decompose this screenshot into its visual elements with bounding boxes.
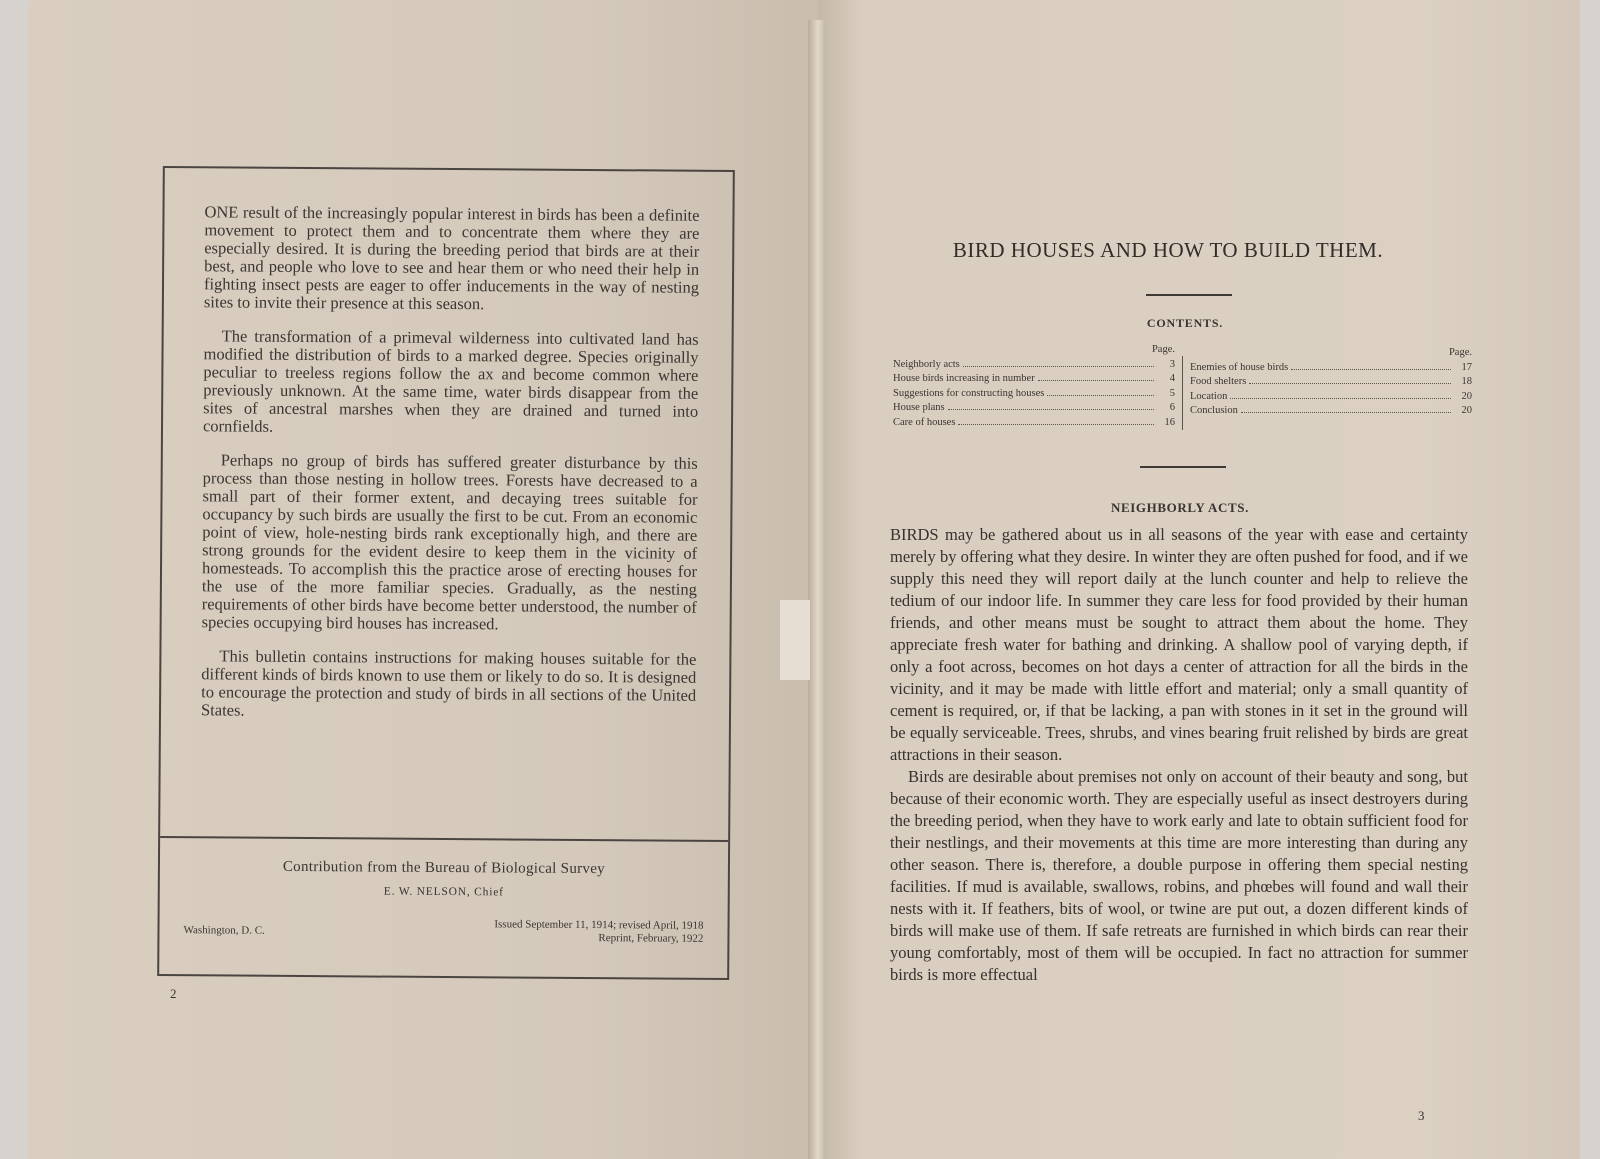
book-spine	[808, 20, 826, 1159]
contents-entry	[1190, 390, 1472, 405]
box-divider	[160, 836, 728, 842]
body-text	[890, 524, 1468, 986]
contents-entry-page: 4	[1169, 373, 1175, 384]
notice-paragraph: The transformation of a primeval wilderness into cultivated land has modified the distribution of birds to a marked degree. Species originally peculiar to treeless regions follow the ax and become common where previously unknown. At the same time, water birds disappear from the sites of ancestral marshes when they are drained and turned into cornfields.	[202, 326, 699, 436]
contents-entry-label: House birds increasing in number	[893, 373, 1035, 384]
contents-entry-page: 17	[1461, 361, 1472, 373]
contents-entry-page: 6	[1169, 402, 1175, 413]
contents-entry-page: 20	[1461, 405, 1472, 416]
contents-entry-label: Conclusion	[1190, 405, 1238, 416]
notice-paragraph: ONE result of the increasingly popular interest in birds has been a definite movement to protect them and to concentrate them where they are especially desired. It is during the breeding period that birds are at their best, and people who love to see and hear them or who need their help in fighting insect pests are eager to offer inducements in the way of nesting sites to invite their presence at this season.	[203, 202, 700, 314]
page-column-label: Page.	[1151, 344, 1175, 355]
document-title: BIRD HOUSES AND HOW TO BUILD THEM.	[952, 238, 1384, 262]
contents-entry-label: Suggestions for constructing houses	[893, 387, 1045, 399]
page-tear	[780, 600, 810, 680]
section-heading: NEIGHBORLY ACTS.	[1111, 500, 1249, 515]
page-number-right: 3	[1418, 1108, 1425, 1123]
issued-date: Issued September 11, 1914; revised April, 1918	[494, 918, 704, 932]
contents-entry-label: Enemies of house birds	[1190, 361, 1289, 373]
place-line: Washington, D. C.	[183, 924, 265, 937]
contribution-line: Contribution from the Bureau of Biological Survey	[282, 858, 606, 878]
section-rule	[1140, 466, 1226, 468]
contents-column-left	[893, 343, 1175, 430]
contents-entry	[893, 358, 1175, 373]
contents-entry-page: 5	[1169, 387, 1175, 399]
contents-entry-page: 20	[1461, 390, 1472, 402]
contents-entry	[893, 401, 1175, 416]
contents-entry-label: Care of houses	[893, 416, 956, 428]
notice-text	[201, 203, 700, 738]
contents-column-right	[1190, 346, 1472, 419]
notice-paragraph: This bulletin contains instructions for making houses suitable for the different kinds of birds known to use them or likely to do so. It is designed to encourage the protection and study of birds in all sections of the United States.	[200, 646, 697, 720]
contents-entry	[1190, 361, 1472, 376]
issued-line	[494, 918, 703, 945]
contents-entry-label: Neighborly acts	[893, 358, 960, 370]
page-number-left: 2	[170, 986, 177, 1001]
body-paragraph: BIRDS may be gathered about us in all seasons of the year with ease and certainty merely by offering what they desire. In winter they are often pushed for food, and if we supply this need they will report daily at the lunch counter and help to relieve the tedium of our indoor life. In summer they care less for food provided by their human friends, and other means must be sought to attract them about the home. They appreciate fresh water for bathing and drinking. A shallow pool of varying depth, if only a foot across, becomes on hot days a center of attraction for all the birds in the vicinity, and it may be made with little effort and material; only a small quantity of cement is required, or, if that be lacking, a pan with stones in it set in the ground will be equally serviceable. Trees, shrubs, and vines bearing fruit relished by birds are great attractions in their season.	[890, 525, 1468, 764]
contents-entry	[1190, 404, 1472, 419]
notice-paragraph: Perhaps no group of birds has suffered greater disturbance by this process than those nesting in hollow trees. Forests have decreased to a small part of their former extent, and decaying trees suitable for occupancy by such birds are usually the first to be cut. From an economic point of view, hole-nesting birds rank exceptionally high, and there are strong grounds for the evident desire to keep them in the vicinity of homesteads. To accomplish this the practice arose of erecting houses for the use of the more familiar species. Gradually, as the nesting requirements of other birds have become better understood, the number of species occupying bird houses has increased.	[201, 450, 698, 634]
contents-heading: CONTENTS.	[1146, 316, 1224, 330]
contents-entry-page: 16	[1164, 416, 1175, 428]
contents-entry-page: 18	[1461, 376, 1472, 387]
reprint-date: Reprint, February, 1922	[598, 932, 704, 945]
contents-entry-label: House plans	[893, 402, 945, 413]
contents-entry	[893, 387, 1175, 402]
contents-entry-page: 3	[1169, 358, 1175, 370]
page-column-label: Page.	[1448, 347, 1472, 358]
title-rule	[1146, 294, 1232, 296]
contents-entry	[1190, 375, 1472, 390]
chief-line: E. W. NELSON, Chief	[383, 885, 504, 899]
contents-entry-label: Food shelters	[1190, 376, 1247, 387]
bulletin-notice-box	[157, 166, 735, 980]
contents-entry	[893, 372, 1175, 387]
contents-divider	[1182, 356, 1183, 430]
contents-entry-label: Location	[1190, 390, 1228, 402]
contents-entry	[893, 416, 1175, 431]
body-paragraph: Birds are desirable about premises not only on account of their beauty and song, but because of their economic worth. They are especially useful as insect destroyers during the breeding period, when they have to work early and late to obtain sufficient food for their nestlings, and their movements at this time are more interesting than during any other season. There is, therefore, a double purpose in offering them special nesting facilities. If mud is available, swallows, robins, and phœbes will found and wall their nests with it. If feathers, bits of wool, or twine are put out, a dozen different kinds of birds will make use of them. If safe retreats are furnished in which birds can rear their young comfortably, most of them will be occupied. In fact no attraction for summer birds is more effectual	[890, 767, 1468, 984]
